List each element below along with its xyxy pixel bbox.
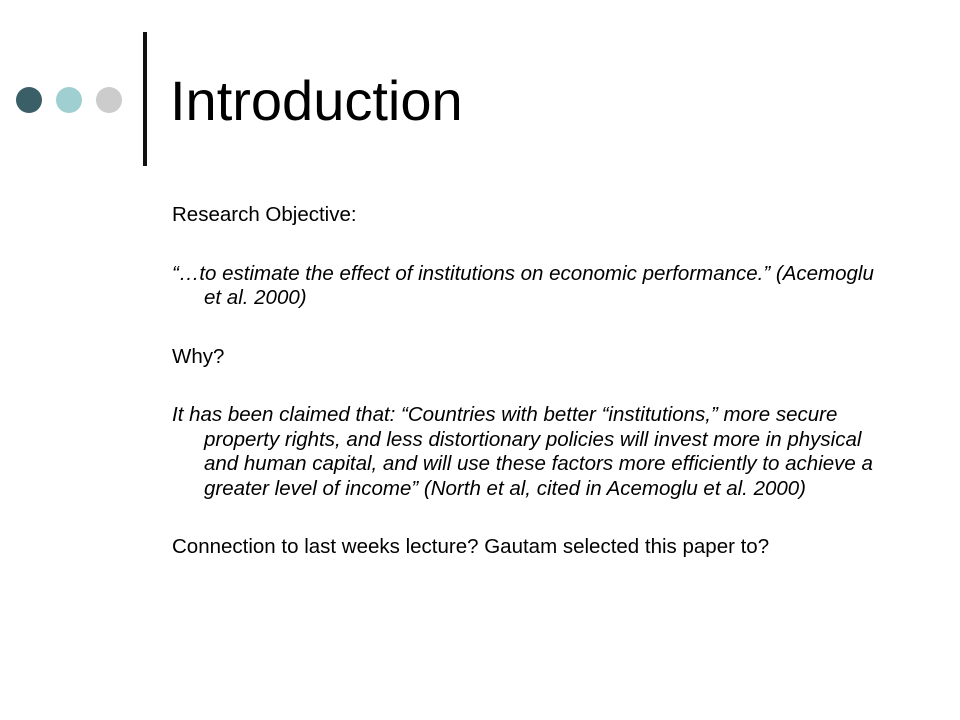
slide-title: Introduction <box>170 69 463 132</box>
paragraph-connection: Connection to last weeks lecture? Gautam selected this paper to? <box>172 535 770 558</box>
paragraph-claim-quote: It has been claimed that: “Countries with better “institutions,” more secure property rights, and less distortionary policies will invest more in physical and human capital, and will use these factors more efficiently to achieve a greater level of income” (North et al, cited in Acemoglu et al. 2000) <box>172 403 873 500</box>
paragraph-why: Why? <box>172 344 225 368</box>
light-teal-circle-icon <box>56 87 82 113</box>
paragraph-research-objective: Research Objective: <box>172 203 357 226</box>
gray-circle-icon <box>96 87 122 113</box>
dark-teal-circle-icon <box>16 87 42 113</box>
slide-body <box>172 203 892 560</box>
title-divider-line <box>143 32 147 166</box>
paragraph-objective-quote: “…to estimate the effect of institutions on economic performance.” (Acemoglu et al. 2000) <box>172 261 874 309</box>
